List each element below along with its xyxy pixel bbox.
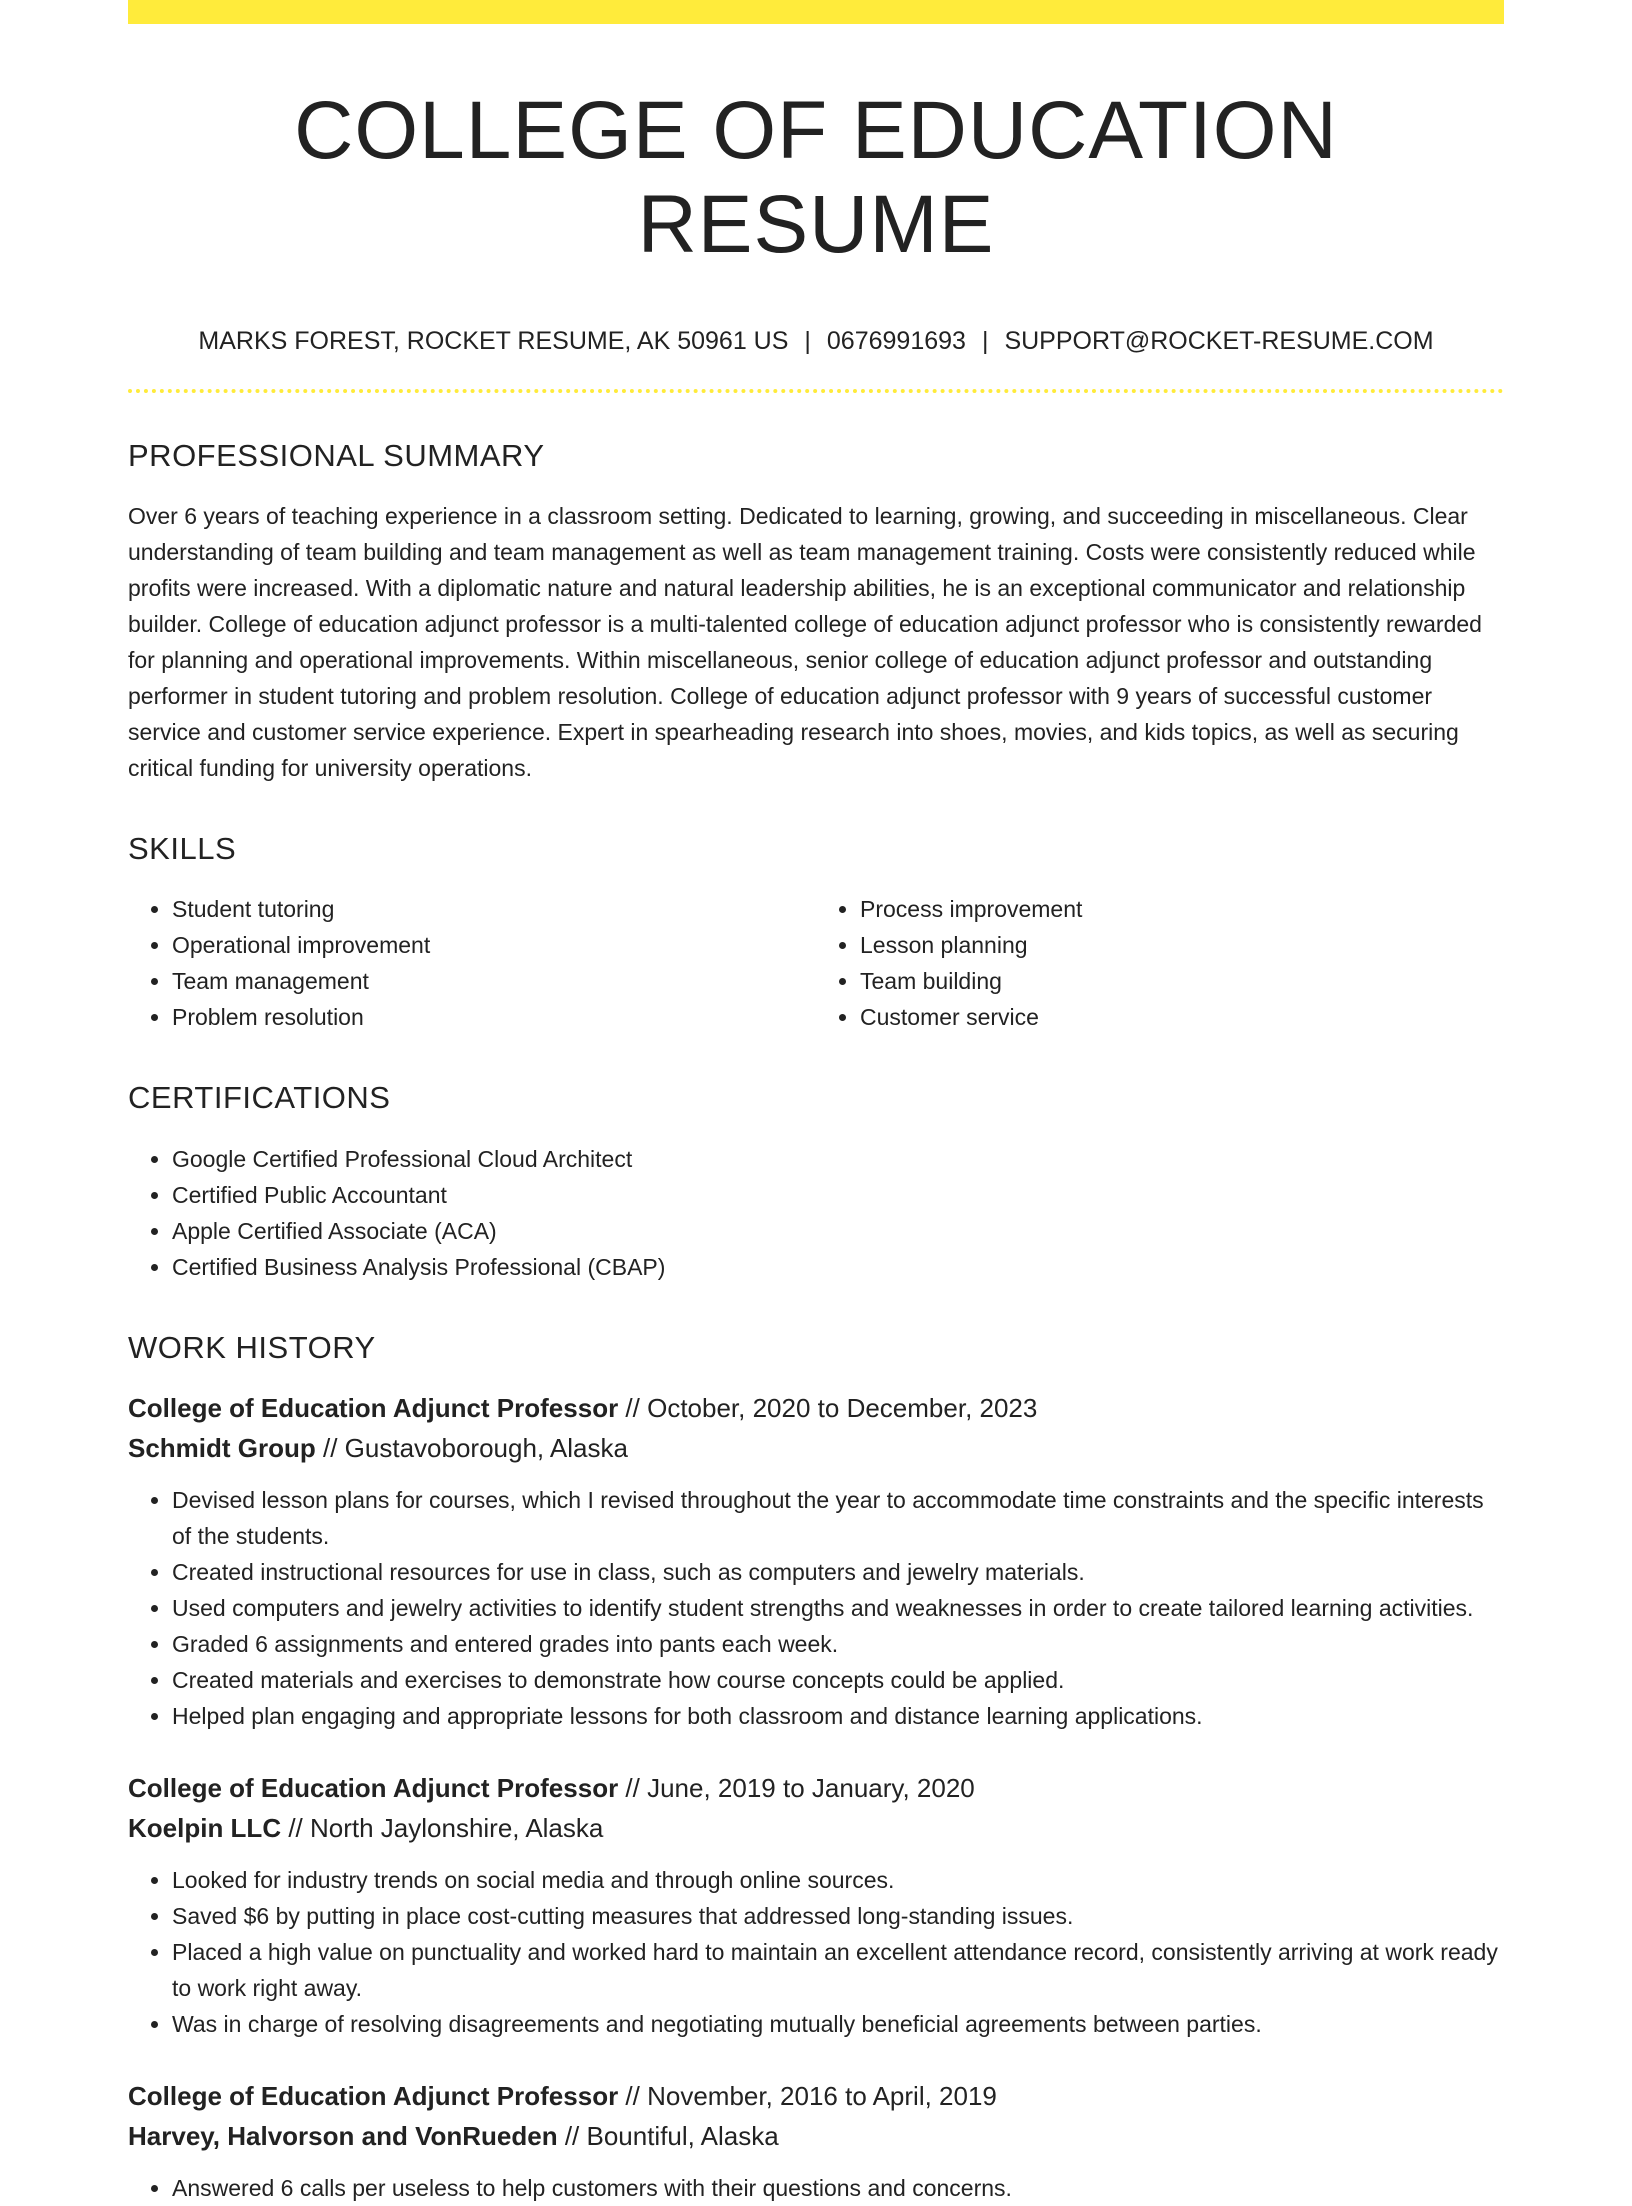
- job-company-line: [128, 1808, 1504, 1848]
- job-company-line: [128, 1428, 1504, 1468]
- skills-list-right: [816, 891, 1504, 1035]
- skills-grid: [128, 891, 1504, 1035]
- certification-item: • Google Certified Professional Cloud Architect: [172, 1141, 1504, 1177]
- skill-item: • Operational improvement: [172, 927, 816, 963]
- contact-phone: 0676991693: [826, 326, 966, 355]
- job-location: // Gustavoborough, Alaska: [315, 1432, 628, 1463]
- certification-item: • Certified Business Analysis Professional (CBAP): [172, 1249, 1504, 1285]
- certifications-list: [128, 1141, 1504, 1285]
- job-duty: • Graded 6 assignments and entered grades into pants each week.: [172, 1626, 1504, 1662]
- job-title: College of Education Adjunct Professor: [128, 1772, 619, 1803]
- accent-top-bar: [128, 0, 1504, 24]
- summary-text: Over 6 years of teaching experience in a classroom setting. Dedicated to learning, growing, and succeeding in miscellaneous. Clear understanding of team building and team management as well as team management training. Costs were consistently reduced while profits were increased. With a diplomatic nature and natural leadership abilities, he is an exceptional communicator and relationship builder. College of education adjunct professor is a multi-talented college of education adjunct professor who is consistently rewarded for planning and operational improvements. Within miscellaneous, senior college of education adjunct professor and outstanding performer in student tutoring and problem resolution. College of education adjunct professor with 9 years of successful customer service and customer service experience. Expert in spearheading research into shoes, movies, and kids topics, as well as securing critical funding for university operations.: [128, 503, 1482, 782]
- job-title: College of Education Adjunct Professor: [128, 2080, 619, 2111]
- skill-item: • Team management: [172, 963, 816, 999]
- job-duty: • Created materials and exercises to demonstrate how course concepts could be applied.: [172, 1662, 1504, 1698]
- skill-item: • Problem resolution: [172, 999, 816, 1035]
- job-entry: [128, 2076, 1504, 2206]
- job-title-line: [128, 1768, 1504, 1808]
- work-history-heading: WORK HISTORY: [128, 1329, 376, 1365]
- contact-separator: |: [804, 326, 811, 355]
- job-entry: [128, 1768, 1504, 2042]
- job-duties-list: [128, 1862, 1504, 2042]
- contact-email: SUPPORT@ROCKET-RESUME.COM: [1004, 326, 1434, 355]
- job-duty: • Used computers and jewelry activities to identify student strengths and weaknesses in order to create tailored learning activities.: [172, 1590, 1504, 1626]
- skill-item: • Student tutoring: [172, 891, 816, 927]
- job-company: Harvey, Halvorson and VonRueden: [128, 2120, 558, 2151]
- contact-separator: |: [981, 326, 989, 355]
- job-duty: • Devised lesson plans for courses, which I revised throughout the year to accommodate time constraints and the specific interests of the students.: [172, 1482, 1504, 1554]
- contact-address: MARKS FOREST, ROCKET RESUME, AK 50961 US: [198, 326, 789, 355]
- job-duty: • Was in charge of resolving disagreements and negotiating mutually beneficial agreements between parties.: [172, 2006, 1504, 2042]
- job-duties-list: [128, 1482, 1504, 1734]
- job-title-line: [128, 1388, 1504, 1428]
- job-company-line: [128, 2116, 1504, 2156]
- job-title-line: [128, 2076, 1504, 2116]
- skill-item: • Customer service: [860, 999, 1504, 1035]
- skill-item: • Lesson planning: [860, 927, 1504, 963]
- skill-item: • Team building: [860, 963, 1504, 999]
- job-dates: // June, 2019 to January, 2020: [618, 1772, 975, 1803]
- job-duty: • Answered 6 calls per useless to help customers with their questions and concerns.: [172, 2170, 1504, 2206]
- job-duty: • Looked for industry trends on social media and through online sources.: [172, 1862, 1504, 1898]
- job-dates: // October, 2020 to December, 2023: [618, 1392, 1038, 1423]
- job-duty: • Placed a high value on punctuality and worked hard to maintain an excellent attendance record, consistently arriving at work ready to work right away.: [172, 1934, 1504, 2006]
- skills-heading: SKILLS: [128, 831, 237, 867]
- resume-title: COLLEGE OF EDUCATION RESUME: [294, 85, 1338, 271]
- contact-line: [128, 325, 1504, 358]
- job-duty: • Created instructional resources for use in class, such as computers and jewelry materials.: [172, 1554, 1504, 1590]
- job-location: // North Jaylonshire, Alaska: [281, 1812, 604, 1843]
- job-duties-list: [128, 2170, 1504, 2206]
- job-duty: • Saved $6 by putting in place cost-cutting measures that addressed long-standing issues.: [172, 1898, 1504, 1934]
- job-duty: • Helped plan engaging and appropriate lessons for both classroom and distance learning applications.: [172, 1698, 1504, 1734]
- skill-item: • Process improvement: [860, 891, 1504, 927]
- job-dates: // November, 2016 to April, 2019: [618, 2080, 997, 2111]
- summary-heading: PROFESSIONAL SUMMARY: [128, 438, 545, 474]
- job-company: Schmidt Group: [128, 1432, 316, 1463]
- job-title: College of Education Adjunct Professor: [128, 1392, 619, 1423]
- certification-item: • Certified Public Accountant: [172, 1177, 1504, 1213]
- certification-item: • Apple Certified Associate (ACA): [172, 1213, 1504, 1249]
- resume-content: [128, 24, 1504, 2206]
- job-entry: [128, 1388, 1504, 1734]
- certifications-heading: CERTIFICATIONS: [128, 1080, 391, 1116]
- job-location: // Bountiful, Alaska: [557, 2120, 779, 2151]
- dotted-divider: [128, 389, 1504, 393]
- skills-list-left: [128, 891, 816, 1035]
- job-company: Koelpin LLC: [128, 1812, 282, 1843]
